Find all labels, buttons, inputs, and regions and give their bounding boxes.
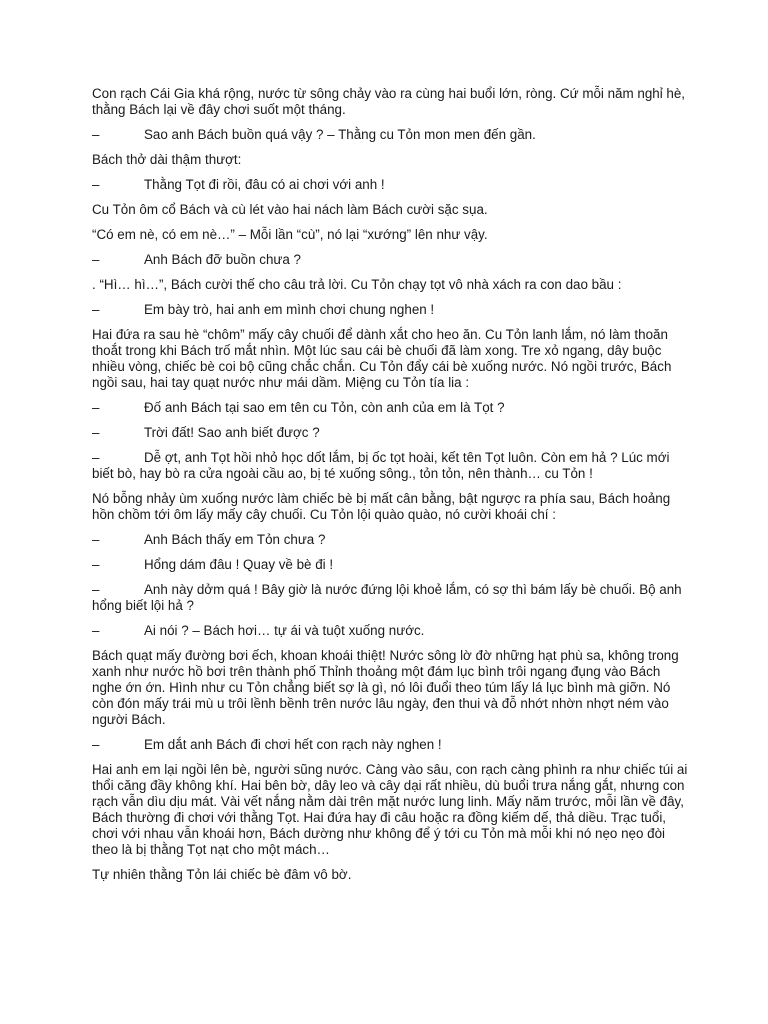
paragraph: [92, 491, 692, 523]
dialogue-dash: –: [92, 450, 100, 465]
paragraph: [92, 327, 692, 391]
paragraph-text: Hai đứa ra sau hè “chôm” mấy cây chuối để dành xắt cho heo ăn. Cu Tỏn lanh lắm, nó làm thoăn thoắt trong khi Bách trố mắt nhìn. Một lúc sau cái bè chuối đã làm xong. Tre xỏ ngang, dây buộc nhiều vòng, chiếc bè coi bộ cũng chắc chắn. Cu Tỏn đẩy cái bè xuống nước. Nó ngồi trước, Bách ngồi sau, hai tay quạt nước như mái dầm. Miệng cu Tỏn tía lia :: [92, 327, 672, 390]
paragraph-text: Dễ ợt, anh Tọt hồi nhỏ học dốt lắm, bị ốc tọt hoài, kết tên Tọt luôn. Còn em hả ? Lúc mới biết bò, hay bò ra cửa ngoài cầu ao, bị té xuống sông., tỏn tỏn, nên thành… cu Tỏn !: [92, 450, 670, 481]
document-body: [92, 86, 692, 892]
paragraph-text: Nó bỗng nhảy ùm xuống nước làm chiếc bè bị mất cân bằng, bật ngược ra phía sau, Bách hoảng hồn chồm tới ôm lấy mấy cây chuối. Cu Tỏn lội quào quào, nó cười khoái chí :: [92, 491, 671, 522]
dialogue-dash: –: [92, 425, 100, 440]
paragraph-text: Em bày trò, hai anh em mình chơi chung nghen !: [144, 302, 435, 317]
paragraph-text: Ai nói ? – Bách hơi… tự ái và tuột xuống nước.: [144, 623, 425, 638]
dialogue-dash: –: [92, 623, 100, 638]
dialogue-line: [92, 252, 692, 268]
dialogue-line: [92, 623, 692, 639]
paragraph-text: Hổng dám đâu ! Quay về bè đi !: [144, 557, 334, 572]
paragraph-text: Con rạch Cái Gia khá rộng, nước từ sông chảy vào ra cùng hai buổi lớn, ròng. Cứ mỗi năm nghỉ hè, thằng Bách lại về đây chơi suốt một tháng.: [92, 86, 686, 117]
dialogue-dash: –: [92, 302, 100, 317]
paragraph-text: “Có em nè, có em nè…” – Mỗi lần “cù”, nó lại “xướng” lên như vậy.: [92, 227, 488, 242]
dialogue-dash: –: [92, 127, 100, 142]
paragraph-text: Trời đất! Sao anh biết được ?: [144, 425, 320, 440]
dialogue-dash: –: [92, 400, 100, 415]
paragraph-text: Sao anh Bách buồn quá vậy ? – Thằng cu Tỏn mon men đến gần.: [144, 127, 536, 142]
paragraph: [92, 762, 692, 858]
paragraph-text: Anh Bách thấy em Tỏn chưa ?: [144, 532, 326, 547]
dialogue-line: [92, 425, 692, 441]
paragraph-text: Bách thở dài thậm thượt:: [92, 152, 242, 167]
dialogue-line: [92, 737, 692, 753]
dialogue-line: [92, 302, 692, 318]
dialogue-line: [92, 557, 692, 573]
paragraph-text: Anh này dởm quá ! Bây giờ là nước đứng lội khoẻ lắm, có sợ thì bám lấy bè chuối. Bộ anh hổng biết lội hả ?: [92, 582, 682, 613]
paragraph: [92, 227, 692, 243]
dialogue-line: [92, 532, 692, 548]
paragraph-text: Đố anh Bách tại sao em tên cu Tỏn, còn anh của em là Tọt ?: [144, 400, 505, 415]
paragraph: [92, 86, 692, 118]
paragraph-text: . “Hì… hì…”, Bách cười thế cho câu trả lời. Cu Tỏn chạy tọt vô nhà xách ra con dao bầu :: [92, 277, 622, 292]
paragraph-text: Cu Tỏn ôm cổ Bách và cù lét vào hai nách làm Bách cười sặc sụa.: [92, 202, 488, 217]
dialogue-dash: –: [92, 557, 100, 572]
dialogue-line: [92, 450, 692, 482]
paragraph-text: Anh Bách đỡ buồn chưa ?: [144, 252, 301, 267]
dialogue-line: [92, 582, 692, 614]
paragraph: [92, 152, 692, 168]
paragraph-text: Bách quạt mấy đường bơi ếch, khoan khoái thiệt! Nước sông lờ đờ những hạt phù sa, không trong xanh như nước hồ bơi trên thành phố Thỉnh thoảng một đám lục bình trôi ngang đụng vào Bách nghe ớn ớn. Hình như cu Tỏn chẳng biết sợ là gì, nó lôi đuổi theo túm lấy lá lục bình mà giỡn. Nó còn đón mấy trái mù u trôi lềnh bềnh trên nước lâu ngày, đen thui và đỗ nhớt nhờn nhợt ném vào người Bách.: [92, 648, 679, 727]
paragraph: [92, 648, 692, 728]
dialogue-dash: –: [92, 252, 100, 267]
dialogue-dash: –: [92, 532, 100, 547]
paragraph-text: Em dắt anh Bách đi chơi hết con rạch này nghen !: [144, 737, 442, 752]
dialogue-dash: –: [92, 177, 100, 192]
paragraph-text: Tự nhiên thằng Tỏn lái chiếc bè đâm vô bờ.: [92, 867, 352, 882]
paragraph: [92, 202, 692, 218]
dialogue-dash: –: [92, 737, 100, 752]
paragraph: [92, 277, 692, 293]
paragraph-text: Hai anh em lại ngồi lên bè, người sũng nước. Càng vào sâu, con rạch càng phình ra như chiếc túi ai thổi căng đầy không khí. Hai bên bờ, dây leo và cây dại rất nhiều, dù buổi trưa nắng gắt, nhưng con rạch vẫn dìu dịu mát. Vài vết nắng nằm dài trên mặt nước lung linh. Mấy năm trước, mỗi lần về đây, Bách thường đi chơi với thằng Tọt. Hai đứa hay đi câu hoặc ra đồng kiếm dế, thả diều. Trạc tuổi, chơi với nhau vẫn khoái hơn, Bách dường như không để ý tới cu Tỏn mà mỗi khi nó nẹo nẹo đòi theo là bị thằng Tọt nạt cho một mách…: [92, 762, 688, 857]
paragraph: [92, 867, 692, 883]
dialogue-line: [92, 400, 692, 416]
dialogue-line: [92, 177, 692, 193]
dialogue-dash: –: [92, 582, 100, 597]
paragraph-text: Thằng Tọt đi rồi, đâu có ai chơi với anh !: [144, 177, 385, 192]
dialogue-line: [92, 127, 692, 143]
